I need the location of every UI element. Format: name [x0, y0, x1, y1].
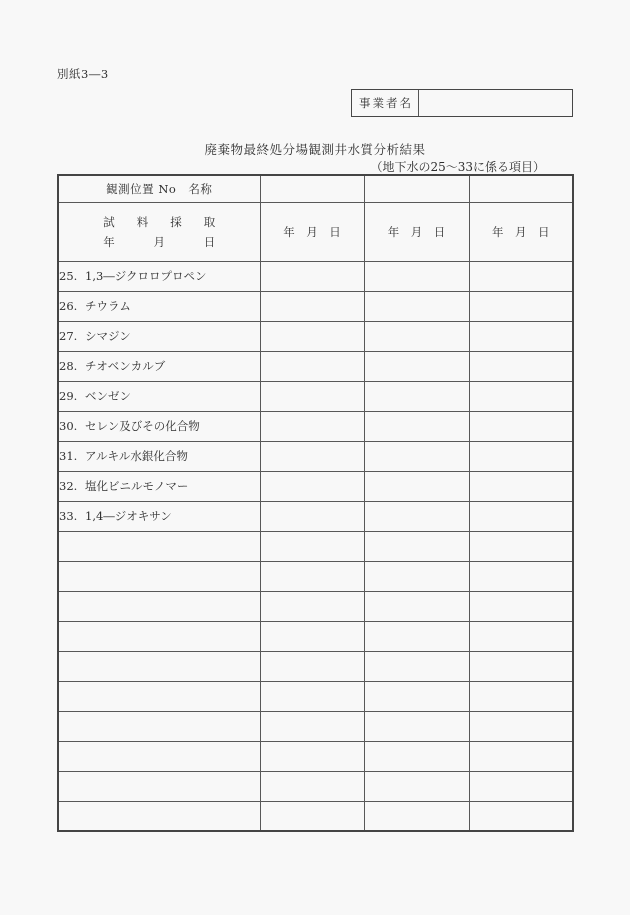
value-cell	[469, 681, 573, 711]
parameter-label-cell	[58, 591, 260, 621]
sample-collection-header-row	[58, 202, 573, 261]
value-cell	[469, 801, 573, 831]
parameter-name: チウラム	[85, 299, 131, 313]
date-header-cell: 年 月 日	[469, 202, 573, 261]
value-cell	[260, 651, 364, 681]
value-cell	[469, 561, 573, 591]
value-cell	[469, 321, 573, 351]
value-cell	[364, 651, 469, 681]
value-cell	[469, 381, 573, 411]
table-row-empty	[58, 561, 573, 591]
value-cell	[364, 471, 469, 501]
value-cell	[364, 771, 469, 801]
value-cell	[469, 621, 573, 651]
table-row-empty	[58, 741, 573, 771]
value-cell	[364, 621, 469, 651]
sample-collection-header-cell	[58, 202, 260, 261]
sample-char: 取	[203, 214, 216, 229]
value-cell	[469, 471, 573, 501]
value-cell	[469, 351, 573, 381]
value-cell	[364, 561, 469, 591]
table-row	[58, 471, 573, 501]
table-row-empty	[58, 621, 573, 651]
sample-char: 料	[136, 214, 149, 229]
table-row	[58, 321, 573, 351]
table-row	[58, 411, 573, 441]
value-cell	[364, 351, 469, 381]
attachment-number-label: 別紙3―3	[57, 67, 109, 81]
table-row	[58, 261, 573, 291]
value-cell	[260, 351, 364, 381]
operator-name-value-field	[419, 90, 572, 116]
sample-char: 日	[203, 234, 216, 249]
parameter-number: 32.	[59, 479, 78, 493]
value-cell	[469, 651, 573, 681]
parameter-label-cell	[58, 681, 260, 711]
parameter-number: 33.	[59, 509, 78, 523]
table-row	[58, 291, 573, 321]
parameter-label-cell	[58, 441, 260, 471]
value-cell	[260, 621, 364, 651]
value-cell	[469, 441, 573, 471]
value-cell	[364, 441, 469, 471]
value-cell	[260, 801, 364, 831]
value-cell	[469, 291, 573, 321]
sample-collection-line2	[103, 232, 215, 252]
value-cell	[260, 711, 364, 741]
operator-name-label: 事業者名	[352, 90, 419, 116]
table-row	[58, 441, 573, 471]
value-cell	[364, 801, 469, 831]
document-title: 廃棄物最終処分場観測井水質分析結果	[204, 142, 426, 157]
table-row-empty	[58, 771, 573, 801]
sample-char: 採	[170, 214, 182, 229]
value-cell	[260, 501, 364, 531]
parameter-label-cell	[58, 291, 260, 321]
parameter-label-cell	[58, 621, 260, 651]
value-cell	[364, 531, 469, 561]
parameter-name: ベンゼン	[85, 389, 131, 403]
parameter-label-cell	[58, 381, 260, 411]
parameter-name: 1,4―ジオキサン	[85, 509, 172, 523]
value-cell	[469, 501, 573, 531]
parameter-label-cell	[58, 741, 260, 771]
parameter-label-cell	[58, 561, 260, 591]
value-cell	[260, 561, 364, 591]
table-row-empty	[58, 681, 573, 711]
parameter-number: 25.	[59, 269, 78, 283]
value-cell	[260, 411, 364, 441]
value-cell	[260, 291, 364, 321]
parameter-label-cell	[58, 711, 260, 741]
value-cell	[260, 681, 364, 711]
parameter-name: 塩化ビニルモノマー	[85, 479, 189, 493]
monitoring-position-value-cell	[364, 175, 469, 202]
parameter-label-cell	[58, 651, 260, 681]
parameter-label-cell	[58, 261, 260, 291]
monitoring-position-value-cell	[469, 175, 573, 202]
monitoring-position-value-cell	[260, 175, 364, 202]
table-row	[58, 501, 573, 531]
parameter-number: 28.	[59, 359, 78, 373]
date-header-cell: 年 月 日	[364, 202, 469, 261]
parameter-name: 1,3―ジクロロプロペン	[85, 269, 207, 283]
value-cell	[364, 261, 469, 291]
parameter-name: アルキル水銀化合物	[85, 449, 188, 463]
value-cell	[469, 741, 573, 771]
value-cell	[260, 471, 364, 501]
sample-collection-line1	[103, 212, 215, 232]
parameter-number: 29.	[59, 389, 78, 403]
parameter-label-cell	[58, 801, 260, 831]
analysis-results-table	[57, 174, 574, 832]
sample-char: 月	[153, 234, 165, 249]
value-cell	[364, 411, 469, 441]
parameter-label-cell	[58, 501, 260, 531]
parameter-label-cell	[58, 351, 260, 381]
table-row-empty	[58, 711, 573, 741]
parameter-label-cell	[58, 411, 260, 441]
value-cell	[260, 441, 364, 471]
operator-name-box	[351, 89, 573, 117]
value-cell	[469, 531, 573, 561]
value-cell	[364, 381, 469, 411]
value-cell	[469, 261, 573, 291]
document-subtitle: （地下水の25〜33に係る項目）	[370, 160, 545, 174]
parameter-name: セレン及びその化合物	[85, 419, 200, 433]
value-cell	[469, 591, 573, 621]
value-cell	[364, 741, 469, 771]
value-cell	[260, 381, 364, 411]
value-cell	[469, 711, 573, 741]
value-cell	[364, 501, 469, 531]
value-cell	[364, 681, 469, 711]
monitoring-position-header-row	[58, 175, 573, 202]
value-cell	[260, 321, 364, 351]
value-cell	[469, 411, 573, 441]
parameter-number: 31.	[59, 449, 78, 463]
sample-char: 試	[103, 214, 115, 229]
value-cell	[260, 261, 364, 291]
parameter-name: チオベンカルブ	[85, 359, 166, 373]
parameter-label-cell	[58, 531, 260, 561]
parameter-number: 26.	[59, 299, 78, 313]
parameter-label-cell	[58, 471, 260, 501]
date-header-cell: 年 月 日	[260, 202, 364, 261]
value-cell	[260, 531, 364, 561]
value-cell	[364, 711, 469, 741]
parameter-label-cell	[58, 771, 260, 801]
value-cell	[364, 291, 469, 321]
value-cell	[469, 771, 573, 801]
sample-char: 年	[103, 234, 115, 249]
value-cell	[260, 741, 364, 771]
parameter-name: シマジン	[85, 329, 131, 343]
table-row	[58, 381, 573, 411]
table-row-empty	[58, 531, 573, 561]
parameter-label-cell	[58, 321, 260, 351]
sample-collection-label	[103, 212, 215, 252]
value-cell	[260, 771, 364, 801]
monitoring-position-label: 観測位置 No 名称	[58, 175, 260, 202]
table-row-empty	[58, 801, 573, 831]
table-row-empty	[58, 591, 573, 621]
value-cell	[364, 591, 469, 621]
parameter-number: 27.	[59, 329, 78, 343]
value-cell	[364, 321, 469, 351]
table-row-empty	[58, 651, 573, 681]
table-row	[58, 351, 573, 381]
value-cell	[260, 591, 364, 621]
parameter-number: 30.	[59, 419, 78, 433]
